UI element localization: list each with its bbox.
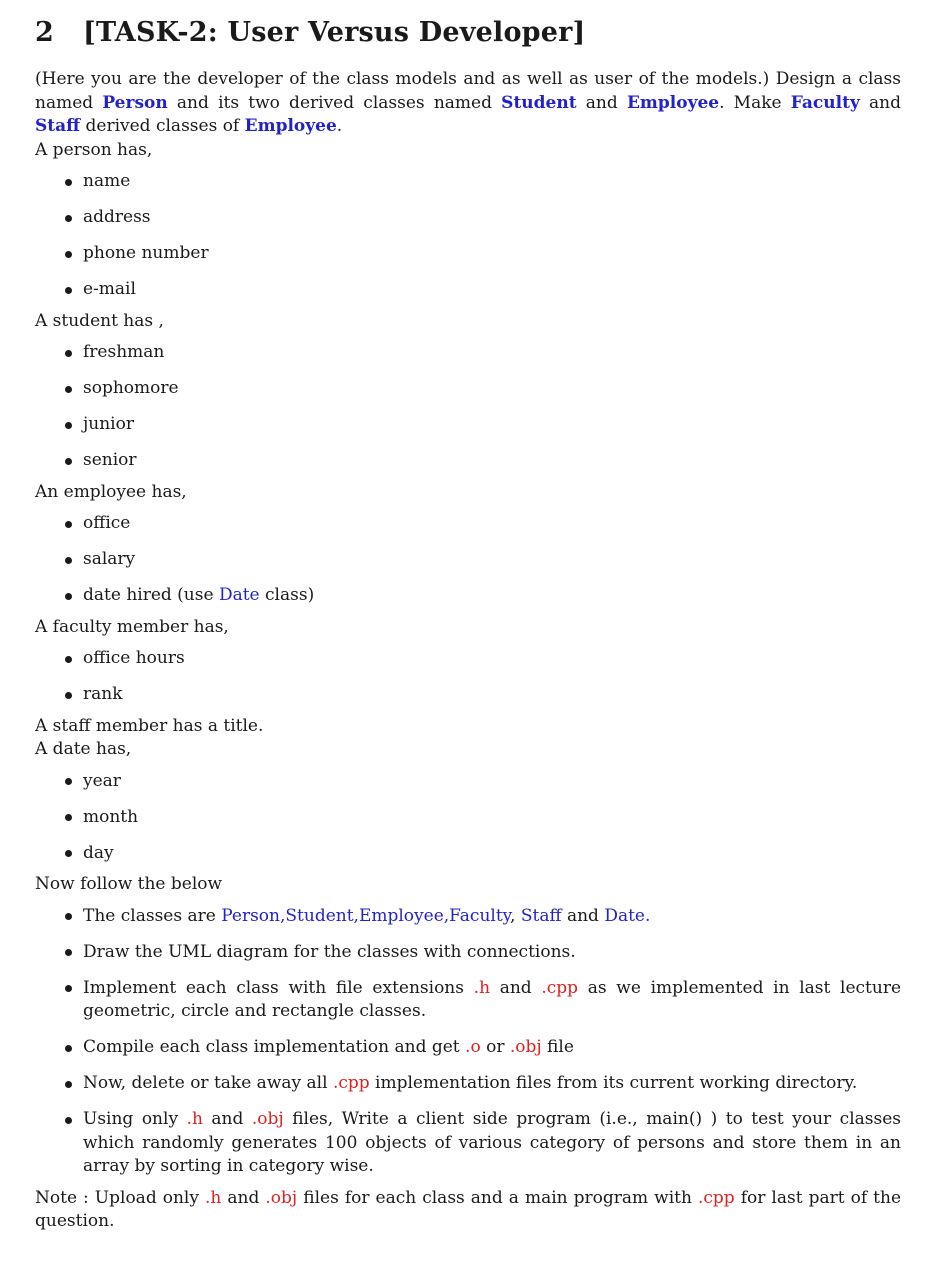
note-text: files for each class and a main program with [297, 1187, 698, 1208]
list-item-text: senior [83, 450, 137, 470]
section-heading [35, 14, 901, 52]
list-item [35, 806, 901, 830]
section-title: [TASK-2: User Versus Developer] [83, 17, 586, 48]
list-item [35, 206, 901, 230]
class-name-person: Person [102, 92, 168, 113]
intro-text: and its two derived classes named [167, 92, 502, 113]
class-list: Person,Student,Employee,Faculty [221, 905, 511, 926]
section-number: 2 [35, 17, 54, 48]
list-item-text: sophomore [83, 378, 179, 398]
list-item-text: and [561, 905, 605, 926]
list-item-text: office [83, 513, 131, 533]
bullet-icon [65, 179, 72, 186]
list-item [35, 242, 901, 266]
bullet-icon [65, 350, 72, 357]
employee-attribute-list [35, 512, 901, 608]
list-item [35, 548, 901, 572]
list-item-text: as we implemented in last lecture geometric, circle and rectangle classes. [83, 977, 902, 1021]
intro-text: . Make [719, 92, 791, 113]
class-name-faculty: Faculty [790, 92, 860, 113]
list-item-text: Using only [83, 1109, 187, 1129]
list-item-text: Now, delete or take away all [83, 1073, 333, 1093]
follow-label: Now follow the below [35, 874, 223, 894]
instruction-using [35, 1108, 901, 1179]
instruction-classes [35, 905, 901, 929]
student-label: A student has , [35, 310, 164, 331]
list-item-text: implementation files from its current working directory. [369, 1073, 858, 1093]
intro-text: and [576, 92, 627, 113]
bullet-icon [65, 593, 72, 600]
bullet-icon [65, 251, 72, 258]
list-item [35, 770, 901, 794]
intro-text: derived classes of [80, 116, 245, 136]
class-name-date: Date. [604, 905, 651, 926]
intro-text: . [336, 116, 343, 136]
list-item [35, 341, 901, 365]
class-name-student: Student [501, 92, 577, 113]
class-name-employee: Employee [626, 92, 720, 113]
bullet-icon [65, 656, 72, 663]
note-text: for last part of the question. [35, 1187, 902, 1231]
bullet-icon [65, 1117, 72, 1124]
ext-o: .o [465, 1037, 481, 1057]
list-item-text: year [83, 770, 121, 791]
bullet-icon [65, 287, 72, 294]
instruction-compile [35, 1036, 901, 1060]
staff-label: A staff member has a title. [35, 715, 264, 736]
ext-h: .h [473, 977, 491, 998]
list-item-text: date hired (use [83, 585, 219, 605]
ext-h: .h [205, 1187, 222, 1208]
list-item [35, 377, 901, 401]
list-item-text: and [490, 977, 542, 998]
intro-text: and [859, 92, 902, 113]
bullet-icon [65, 1045, 72, 1052]
faculty-attribute-list [35, 647, 901, 707]
bullet-icon [65, 985, 72, 992]
bullet-icon [65, 557, 72, 564]
list-item-text: files, Write a client side program (i.e., main() ) to test your classes which randomly generates 100 objects of various category of persons and store them in an array by sorting in category wise. [83, 1109, 902, 1176]
intro-text: (Here you are the developer of the class models and as well as user of the models.) Design a class named [35, 69, 901, 113]
list-item-text: , [510, 905, 521, 926]
note-paragraph [35, 1187, 901, 1234]
bullet-icon [65, 521, 72, 528]
list-item [35, 647, 901, 671]
list-item-text: Compile each class implementation and get [83, 1037, 466, 1057]
student-attribute-list [35, 341, 901, 473]
bullet-icon [65, 778, 72, 785]
class-name-staff: Staff [520, 905, 562, 926]
note-text: Note : Upload only [35, 1187, 205, 1208]
list-item-text: junior [83, 414, 134, 434]
list-item-text: salary [83, 549, 136, 569]
ext-cpp: .cpp [332, 1073, 370, 1093]
list-item-text: file [541, 1037, 574, 1057]
list-item [35, 683, 901, 707]
date-label: A date has, [35, 739, 132, 759]
employee-label: An employee has, [35, 481, 187, 502]
list-item-text: office hours [83, 648, 185, 668]
list-item-text: address [83, 207, 151, 227]
bullet-icon [65, 422, 72, 429]
list-item-text: The classes are [83, 905, 222, 926]
ext-obj: .obj [509, 1037, 542, 1057]
list-item [35, 413, 901, 437]
list-item-text: Draw the UML diagram for the classes with connections. [83, 941, 576, 962]
instructions-list [35, 905, 901, 1179]
bullet-icon [65, 814, 72, 821]
list-item-text: freshman [83, 342, 165, 362]
ext-cpp: .cpp [541, 977, 579, 998]
list-item [35, 842, 901, 866]
instruction-implement [35, 977, 901, 1024]
date-attribute-list [35, 770, 901, 866]
faculty-label: A faculty member has, [35, 616, 229, 637]
list-item-text: class) [259, 585, 315, 605]
bullet-icon [65, 913, 72, 920]
bullet-icon [65, 458, 72, 465]
list-item-text: Implement each class with file extensions [83, 977, 474, 998]
ext-obj: .obj [251, 1109, 284, 1129]
note-text: and [221, 1187, 266, 1208]
bullet-icon [65, 1081, 72, 1088]
list-item-text: name [83, 171, 131, 191]
class-name-employee: Employee [244, 116, 337, 136]
list-item [35, 449, 901, 473]
intro-paragraph [35, 68, 901, 139]
ext-cpp: .cpp [698, 1187, 735, 1208]
list-item [35, 278, 901, 302]
bullet-icon [65, 850, 72, 857]
class-name-date: Date [218, 585, 260, 605]
list-item-text: or [480, 1037, 510, 1057]
instruction-delete [35, 1072, 901, 1096]
list-item [35, 170, 901, 194]
ext-obj: .obj [265, 1187, 298, 1208]
list-item [35, 584, 901, 608]
bullet-icon [65, 386, 72, 393]
list-item-text: day [83, 842, 114, 863]
bullet-icon [65, 949, 72, 956]
person-attribute-list [35, 170, 901, 302]
ext-h: .h [186, 1109, 203, 1129]
instruction-uml [35, 941, 901, 965]
bullet-icon [65, 215, 72, 222]
list-item-text: and [202, 1109, 252, 1129]
list-item-text: month [83, 806, 139, 827]
class-name-staff: Staff [35, 116, 81, 136]
list-item-text: phone number [83, 243, 209, 263]
bullet-icon [65, 692, 72, 699]
list-item-text: rank [83, 684, 123, 704]
list-item [35, 512, 901, 536]
person-label: A person has, [35, 139, 153, 160]
list-item-text: e-mail [83, 279, 136, 299]
